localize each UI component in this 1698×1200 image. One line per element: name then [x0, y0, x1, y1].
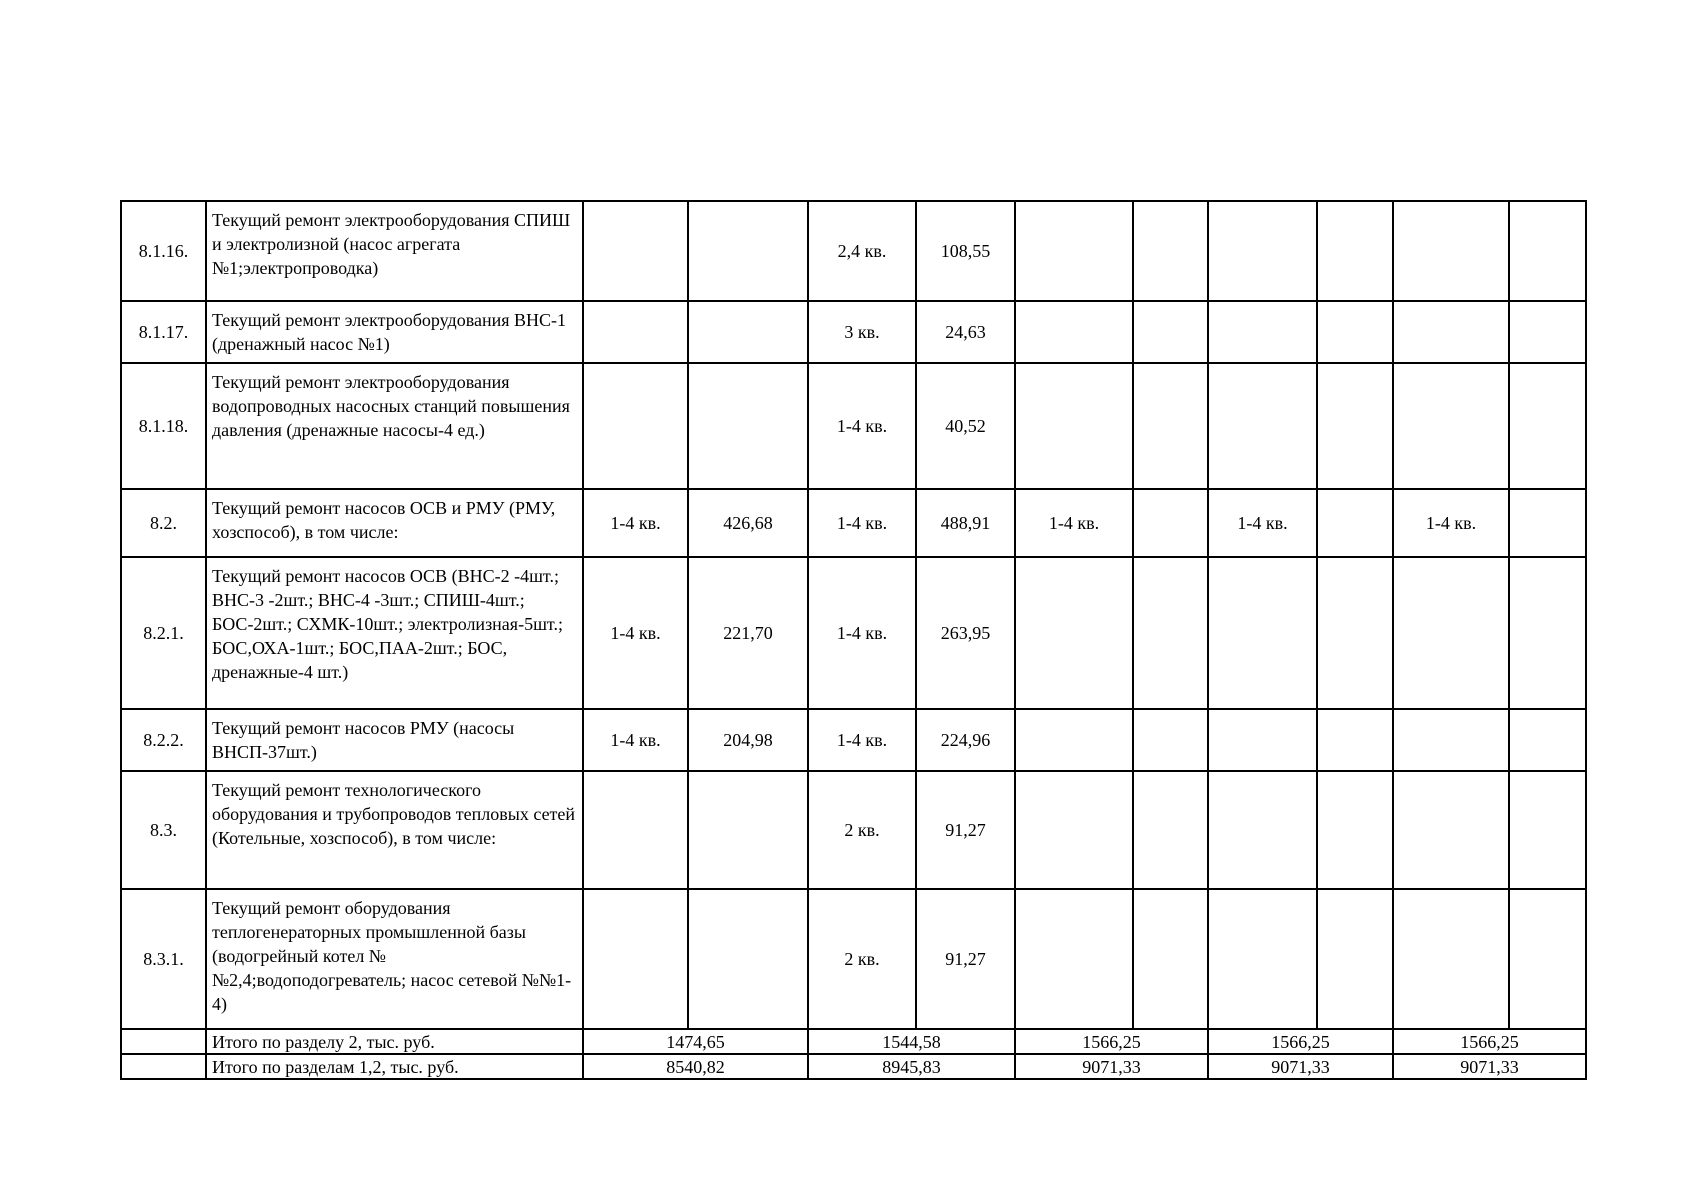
cell — [1133, 201, 1208, 301]
cell — [1015, 709, 1133, 771]
total-value: 9071,33 — [1015, 1054, 1208, 1079]
cell: 1-4 кв. — [808, 489, 916, 557]
cell — [1133, 709, 1208, 771]
cell: 91,27 — [916, 889, 1015, 1029]
cell: 1-4 кв. — [808, 363, 916, 489]
total-label: Итого по разделу 2, тыс. руб. — [206, 1029, 583, 1054]
cell — [1317, 201, 1393, 301]
total-row — [121, 1029, 1586, 1054]
row-number: 8.2.2. — [121, 709, 206, 771]
cell — [1393, 771, 1509, 889]
cell — [1208, 201, 1317, 301]
table-row — [121, 557, 1586, 709]
row-name: Текущий ремонт насосов ОСВ и РМУ (РМУ, хозспособ), в том числе: — [206, 489, 583, 557]
row-number: 8.1.18. — [121, 363, 206, 489]
cell — [583, 201, 688, 301]
cell — [688, 201, 808, 301]
cell: 40,52 — [916, 363, 1015, 489]
table-body — [121, 201, 1586, 1079]
total-value: 1474,65 — [583, 1029, 808, 1054]
cell — [1509, 201, 1586, 301]
cell — [583, 301, 688, 363]
row-number: 8.1.16. — [121, 201, 206, 301]
table-row — [121, 889, 1586, 1029]
row-name: Текущий ремонт насосов РМУ (насосы ВНСП-37шт.) — [206, 709, 583, 771]
cell — [1509, 363, 1586, 489]
budget-table — [120, 200, 1587, 1080]
row-number: 8.2. — [121, 489, 206, 557]
cell: 1-4 кв. — [583, 709, 688, 771]
cell: 2,4 кв. — [808, 201, 916, 301]
table-row — [121, 709, 1586, 771]
cell: 426,68 — [688, 489, 808, 557]
cell — [1015, 301, 1133, 363]
row-number: 8.1.17. — [121, 301, 206, 363]
cell — [583, 771, 688, 889]
cell — [1317, 301, 1393, 363]
total-value: 1566,25 — [1208, 1029, 1393, 1054]
cell — [1509, 489, 1586, 557]
table-row — [121, 489, 1586, 557]
cell — [688, 363, 808, 489]
row-number: 8.3. — [121, 771, 206, 889]
cell — [1208, 363, 1317, 489]
cell — [1393, 557, 1509, 709]
cell: 2 кв. — [808, 771, 916, 889]
cell — [1015, 771, 1133, 889]
total-value: 1544,58 — [808, 1029, 1015, 1054]
cell: 1-4 кв. — [808, 709, 916, 771]
table-row — [121, 201, 1586, 301]
table-row — [121, 301, 1586, 363]
cell — [1015, 557, 1133, 709]
cell — [1133, 771, 1208, 889]
cell — [1393, 363, 1509, 489]
cell: 1-4 кв. — [583, 489, 688, 557]
total-row — [121, 1054, 1586, 1079]
row-name: Текущий ремонт технологического оборудования и трубопроводов тепловых сетей (Котельные, хозспособ), в том числе: — [206, 771, 583, 889]
total-value: 9071,33 — [1208, 1054, 1393, 1079]
cell: 488,91 — [916, 489, 1015, 557]
cell: 224,96 — [916, 709, 1015, 771]
cell — [1133, 301, 1208, 363]
table-row — [121, 363, 1586, 489]
row-name: Текущий ремонт оборудования теплогенераторных промышленной базы (водогрейный котел №№2,4;водоподогреватель; насос сетевой №№1-4) — [206, 889, 583, 1029]
cell — [1509, 771, 1586, 889]
cell — [1133, 557, 1208, 709]
row-number: 8.2.1. — [121, 557, 206, 709]
cell — [583, 363, 688, 489]
cell: 24,63 — [916, 301, 1015, 363]
cell — [1393, 201, 1509, 301]
cell — [1393, 301, 1509, 363]
total-value: 9071,33 — [1393, 1054, 1586, 1079]
cell — [1393, 709, 1509, 771]
cell — [1133, 363, 1208, 489]
cell — [688, 301, 808, 363]
cell — [1509, 709, 1586, 771]
total-value: 1566,25 — [1393, 1029, 1586, 1054]
cell: 108,55 — [916, 201, 1015, 301]
cell — [1317, 363, 1393, 489]
cell: 1-4 кв. — [1393, 489, 1509, 557]
total-value: 8540,82 — [583, 1054, 808, 1079]
row-name: Текущий ремонт насосов ОСВ (ВНС-2 -4шт.; ВНС-3 -2шт.; ВНС-4 -3шт.; СПИШ-4шт.; БОС-2шт.; СХМК-10шт.; электролизная-5шт.; БОС,ОХА-1шт.; БОС,ПАА-2шт.; БОС, дренажные-4 шт.) — [206, 557, 583, 709]
cell — [1317, 557, 1393, 709]
cell — [1133, 489, 1208, 557]
total-value: 8945,83 — [808, 1054, 1015, 1079]
cell — [1015, 201, 1133, 301]
row-number — [121, 1029, 206, 1054]
cell: 1-4 кв. — [1208, 489, 1317, 557]
total-label: Итого по разделам 1,2, тыс. руб. — [206, 1054, 583, 1079]
cell — [1393, 889, 1509, 1029]
cell — [1133, 889, 1208, 1029]
cell — [688, 771, 808, 889]
cell: 91,27 — [916, 771, 1015, 889]
cell: 1-4 кв. — [1015, 489, 1133, 557]
cell: 2 кв. — [808, 889, 916, 1029]
cell: 3 кв. — [808, 301, 916, 363]
cell: 204,98 — [688, 709, 808, 771]
cell — [583, 889, 688, 1029]
table-row — [121, 771, 1586, 889]
cell — [1208, 889, 1317, 1029]
cell: 1-4 кв. — [583, 557, 688, 709]
cell — [1015, 363, 1133, 489]
cell — [1208, 709, 1317, 771]
total-value: 1566,25 — [1015, 1029, 1208, 1054]
cell: 263,95 — [916, 557, 1015, 709]
cell — [1509, 301, 1586, 363]
row-name: Текущий ремонт электрооборудования водопроводных насосных станций повышения давления (дренажные насосы-4 ед.) — [206, 363, 583, 489]
cell — [1317, 889, 1393, 1029]
cell — [688, 889, 808, 1029]
cell: 221,70 — [688, 557, 808, 709]
cell — [1208, 557, 1317, 709]
cell — [1317, 489, 1393, 557]
row-name: Текущий ремонт электрооборудования ВНС-1 (дренажный насос №1) — [206, 301, 583, 363]
row-number — [121, 1054, 206, 1079]
cell — [1208, 301, 1317, 363]
cell — [1509, 557, 1586, 709]
cell — [1509, 889, 1586, 1029]
cell — [1317, 709, 1393, 771]
cell — [1208, 771, 1317, 889]
cell — [1015, 889, 1133, 1029]
cell: 1-4 кв. — [808, 557, 916, 709]
row-name: Текущий ремонт электрооборудования СПИШ и электролизной (насос агрегата №1;электропроводка) — [206, 201, 583, 301]
cell — [1317, 771, 1393, 889]
row-number: 8.3.1. — [121, 889, 206, 1029]
